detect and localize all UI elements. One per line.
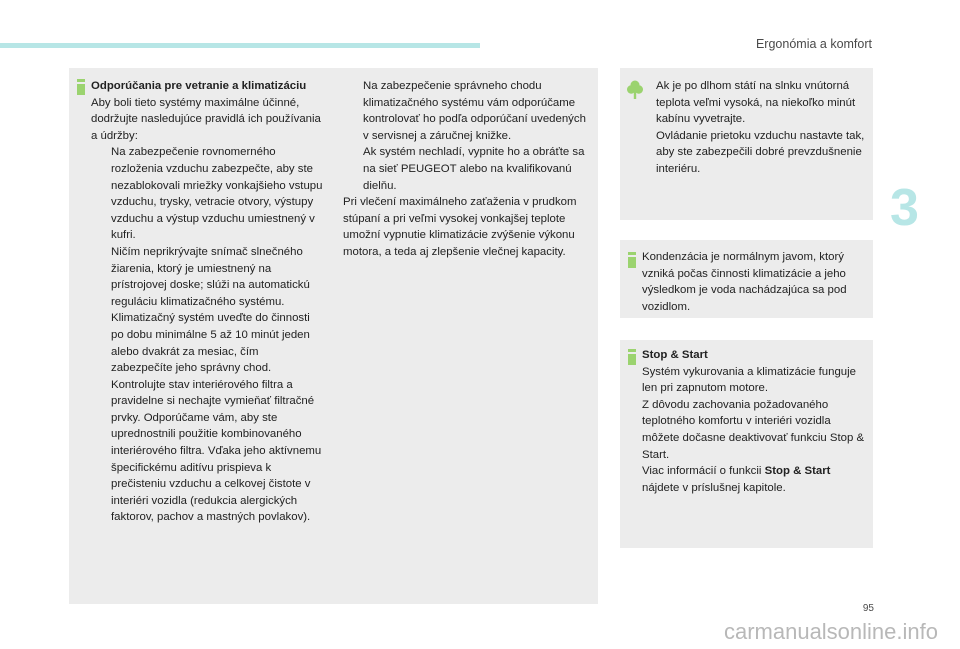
stop-start-heading: Stop & Start [642,349,708,361]
watermark-text: carmanualsonline.info [723,619,938,644]
stop-start-text: Systém vykurovania a klimatizácie funguje len pri zapnutom motore. [642,365,856,395]
header-accent-bar [0,43,480,48]
stop-start-reference: Viac informácií o funkcii Stop & Start nájdete v príslušnej kapitole. [642,465,831,494]
section-title: Ergonómia a komfort [755,37,872,51]
info-icon [628,252,636,268]
page-number: 95 [862,603,874,614]
middle-column [343,78,593,261]
condensation-note-text: Kondenzácia je normálnym javom, ktorý vzniká počas činnosti klimatizácie a jeho výsledkom je voda nachádzajúca sa pod vozidlom. [642,251,847,313]
eco-note [656,78,870,178]
list-item: Kontrolujte stav interiérového filtra a pravidelne si nechajte vymieňať filtračné prvky. Odporúčame vám, aby ste uprednostnili použitie kombinovaného interiérového filtra. Vďaka jeho aktívnemu špecifickému aditívu prispieva k prečisteniu vzduchu a celkovej čistote v interiéri vozidla (redukcia alergických faktorov, pachov a mastných povlakov). [111,378,322,524]
list-item: Na zabezpečenie správneho chodu klimatizačného systému vám odporúčame kontrolovať ho podľa odporúčaní uvedených v servisnej a záručnej knižke. [363,80,586,142]
list-item: Na zabezpečenie rovnomerného rozloženia vzduchu zabezpečte, aby ste nezablokovali mriežky vonkajšieho vstupu vzduchu, trysky, vetracie otvory, výstupy vzduchu a výstup vzduchu umiestnený v kufri. [111,146,323,242]
chapter-number: 3 [890,179,919,237]
info-icon [77,79,85,95]
tree-icon [627,80,643,100]
towing-paragraph: Pri vlečení maximálneho zaťaženia v prudkom stúpaní a pri veľmi vysokej vonkajšej teplote umožní vypnutie klimatizácie zvýšenie výkonu motora, a teda aj zlepšenie vlečnej kapacity. [343,196,577,258]
list-item: Ničím neprikrývajte snímač slnečného žiarenia, ktorý je umiestnený na prístrojovej doske; slúži na automatickú reguláciu klimatizačného systému. [111,245,310,308]
list-item: Ak systém nechladí, vypnite ho a obráťte sa na sieť PEUGEOT alebo na kvalifikovanú dielňu. [363,146,585,192]
condensation-note [642,249,866,315]
eco-note-text: Ak je po dlhom státí na slnku vnútorná teplota veľmi vysoká, na niekoľko minút kabínu vyvetrajte. [656,80,856,126]
recommendations-intro: Aby boli tieto systémy maximálne účinné, dodržujte nasledujúce pravidlá ich používania a údržby: [91,96,321,142]
list-item: Klimatizačný systém uveďte do činnosti po dobu minimálne 5 až 10 minút jeden alebo dvakrát za mesiac, čím zabezpečíte jeho správny chod. [111,312,310,375]
stop-start-note [642,347,870,496]
stop-start-text: Z dôvodu zachovania požadovaného teplotného komfortu v interiéri vozidla môžete dočasne deaktivovať funkciu Stop & Start. [642,398,865,461]
recommendations-heading: Odporúčania pre vetranie a klimatizáciu [91,80,307,92]
left-column [91,78,323,526]
eco-note-text: Ovládanie prietoku vzduchu nastavte tak, aby ste zabezpečili dobré prevzdušnenie interiéru. [656,129,865,175]
info-icon [628,349,636,365]
